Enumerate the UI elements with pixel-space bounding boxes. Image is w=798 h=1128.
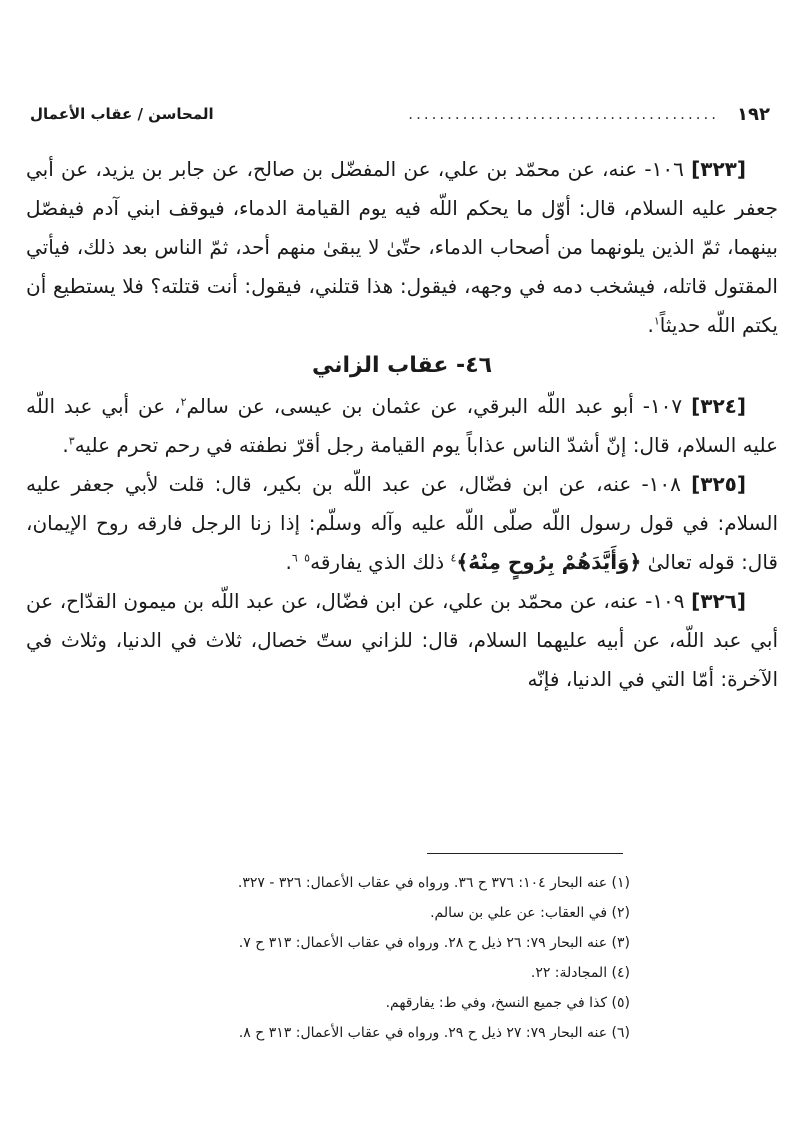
paragraph-326 xyxy=(26,582,778,699)
footnote-divider xyxy=(427,853,623,854)
header-leader-dots: ........................................ xyxy=(408,105,720,123)
body-text xyxy=(26,150,778,699)
footnote-marker-5[interactable]: ٥ xyxy=(304,551,311,565)
footnote-marker-2[interactable]: ٢ xyxy=(180,395,187,409)
section-heading: ٤٦- عقاب الزاني xyxy=(311,353,493,378)
page-number: ١٩٢ xyxy=(737,103,770,125)
paragraph-324-text-b: ، عن أبي عبد اللّه عليه السلام، قال: إنّ أشدّ الناس عذاباً يوم القيامة رجل أقرّ نطفته في رحم تحرم عليه xyxy=(26,394,778,457)
quran-verse: ﴿وَأَيَّدَهُمْ بِرُوحٍ مِنْهُ﴾ xyxy=(456,550,642,574)
paragraph-325-text-b: ذلك الذي يفارقه xyxy=(310,550,451,574)
running-header xyxy=(30,100,770,128)
footnote-3: (٣) عنه البحار ٧٩: ٢٦ ذيل ح ٢٨. ورواه في عقاب الأعمال: ٣١٣ ح ٧. xyxy=(238,935,630,951)
paragraph-323 xyxy=(26,150,778,345)
paragraph-324-end: . xyxy=(62,433,69,457)
paragraph-324 xyxy=(26,387,778,465)
footnote-1: (١) عنه البحار ١٠٤: ٣٧٦ ح ٣٦. ورواه في عقاب الأعمال: ٣٢٦ - ٣٢٧. xyxy=(237,875,630,891)
footnote-2: (٢) في العقاب: عن علي بن سالم. xyxy=(430,905,630,921)
hadith-ref-326: [٣٢٦] xyxy=(691,589,746,613)
paragraph-325-text-a: ١٠٨- عنه، عن ابن فضّال، عن عبد اللّه بن بكير، قال: قلت لأبي جعفر عليه السلام: في قول رسول اللّه صلّى اللّه عليه وآله وسلّم: إذا زنا الرجل فارقه روح الإيمان، قال: قوله تعالىٰ xyxy=(26,472,778,574)
footnote-marker-1[interactable]: ١ xyxy=(653,314,660,328)
header-title: المحاسن / عقاب الأعمال xyxy=(30,105,214,123)
footnote-marker-4[interactable]: ٤ xyxy=(450,551,457,565)
hadith-ref-323: [٣٢٣] xyxy=(691,157,747,181)
hadith-ref-325: [٣٢٥] xyxy=(691,472,746,496)
footnote-marker-3[interactable]: ٣ xyxy=(68,434,75,448)
footnote-4: (٤) المجادلة: ٢٢. xyxy=(530,965,630,981)
footnote-6: (٦) عنه البحار ٧٩: ٢٧ ذيل ح ٢٩. ورواه في عقاب الأعمال: ٣١٣ ح ٨. xyxy=(238,1025,630,1041)
paragraph-325 xyxy=(26,465,778,582)
footnotes xyxy=(40,868,630,1048)
paragraph-323-text: ١٠٦- عنه، عن محمّد بن علي، عن المفضّل بن صالح، عن جابر بن يزيد، عن أبي جعفر عليه السلام، قال: أوّل ما يحكم اللّه فيه يوم القيامة الدماء، فيوقف ابني آدم فيفصّل بينهما، ثمّ الذين يلونهما من أصحاب الدماء، حتّىٰ لا يبقىٰ منهم أحد، ثمّ الناس بعد ذلك، فيأتي المقتول قاتله، فيشخب دمه في وجهه، فيقول: هذا قتلني، فيقول: أنت قتلته؟ فلا يستطيع أن يكتم اللّه حديثاً xyxy=(26,157,778,337)
footnote-5: (٥) كذا في جميع النسخ، وفي ط: يفارقهم. xyxy=(385,995,630,1011)
paragraph-326-text: ١٠٩- عنه، عن محمّد بن علي، عن ابن فضّال، عن عبد اللّه بن ميمون القدّاح، عن أبي عبد اللّه، عن أبيه عليهما السلام، قال: للزاني ستّ خصال، ثلاث في الدنيا، وثلاث في الآخرة: أمّا التي في الدنيا، فإنّه xyxy=(26,589,778,691)
hadith-ref-324: [٣٢٤] xyxy=(691,394,747,418)
paragraph-324-text-a: ١٠٧- أبو عبد اللّه البرقي، عن عثمان بن عيسى، عن سالم xyxy=(186,394,692,418)
paragraph-323-end: . xyxy=(647,313,654,337)
paragraph-325-end: . xyxy=(285,550,292,574)
footnote-marker-6[interactable]: ٦ xyxy=(291,551,298,565)
